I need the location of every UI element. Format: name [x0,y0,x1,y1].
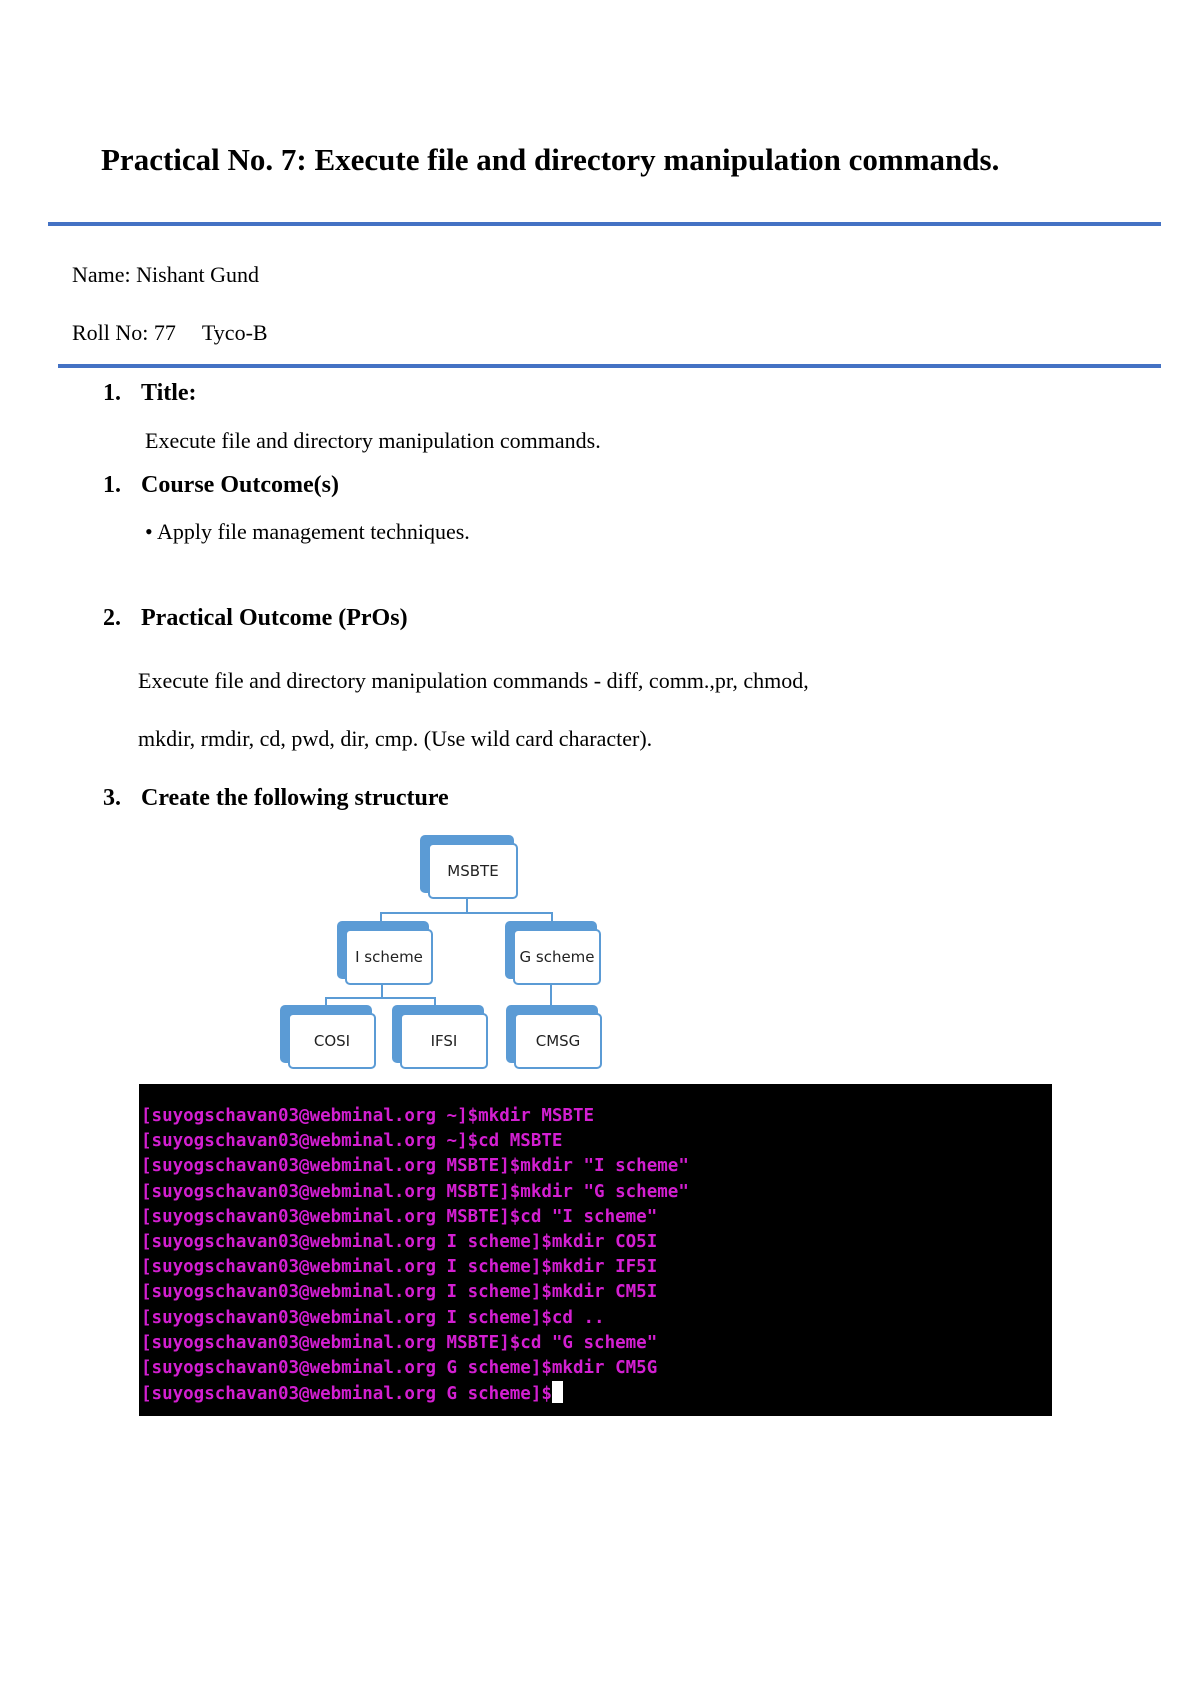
terminal-line: [suyogschavan03@webminal.org ~]$cd MSBTE [141,1131,563,1152]
section-title-heading [103,380,197,407]
section-heading-text: Practical Outcome (PrOs) [141,605,408,631]
practical-outcome-line-2: mkdir, rmdir, cd, pwd, dir, cmp. (Use wild card character). [138,726,653,751]
section-structure-heading [103,785,449,812]
terminal-line: [suyogschavan03@webminal.org MSBTE]$mkdir "G scheme" [141,1181,689,1202]
terminal-line: [suyogschavan03@webminal.org I scheme]$mkdir CM5I [141,1282,658,1303]
connector [466,899,468,913]
course-outcome-text: • Apply file management techniques. [145,519,470,544]
student-name: Name: Nishant Gund [72,262,259,287]
terminal-screenshot [139,1084,1052,1416]
terminal-cursor [552,1381,563,1403]
connector [380,912,553,914]
section-number: 1. [103,380,121,406]
top-divider [48,222,1161,226]
page-title: Practical No. 7: Execute file and directory manipulation commands. [101,142,1000,177]
bottom-divider [58,364,1161,368]
roll-class-line [72,320,268,346]
terminal-line: [suyogschavan03@webminal.org G scheme]$mkdir CM5G [141,1358,658,1379]
terminal-prompt-line [141,1381,1052,1407]
terminal-prompt: [suyogschavan03@webminal.org G scheme]$ [141,1384,552,1405]
section-heading-text: Title: [141,380,197,406]
section-heading-text: Create the following structure [141,785,449,811]
terminal-line: [suyogschavan03@webminal.org MSBTE]$mkdir "I scheme" [141,1156,689,1177]
terminal-line: [suyogschavan03@webminal.org I scheme]$mkdir IF5I [141,1257,658,1278]
terminal-line: [suyogschavan03@webminal.org I scheme]$mkdir CO5I [141,1232,658,1253]
roll-number: Roll No: 77 [72,320,176,345]
terminal-line: [suyogschavan03@webminal.org MSBTE]$cd "I scheme" [141,1206,658,1227]
practical-outcome-line-1: Execute file and directory manipulation commands - diff, comm.,pr, chmod, [138,668,809,693]
connector [550,985,552,1006]
terminal-line: [suyogschavan03@webminal.org ~]$mkdir MSBTE [141,1106,595,1126]
connector [325,997,436,999]
terminal-line: [suyogschavan03@webminal.org I scheme]$cd .. [141,1307,605,1328]
section-number: 2. [103,605,121,631]
class-label: Tyco-B [201,320,268,345]
terminal-line: [suyogschavan03@webminal.org MSBTE]$cd "G scheme" [141,1332,658,1353]
section-heading-text: Course Outcome(s) [141,472,339,498]
directory-tree-diagram: MSBTE I scheme G scheme COSI IFSI CMSG [270,825,630,1075]
section-number: 1. [103,472,121,498]
section-course-outcome-heading [103,472,339,499]
section-number: 3. [103,785,121,811]
section-practical-outcome-heading [103,605,408,632]
title-text: Execute file and directory manipulation commands. [145,428,601,453]
